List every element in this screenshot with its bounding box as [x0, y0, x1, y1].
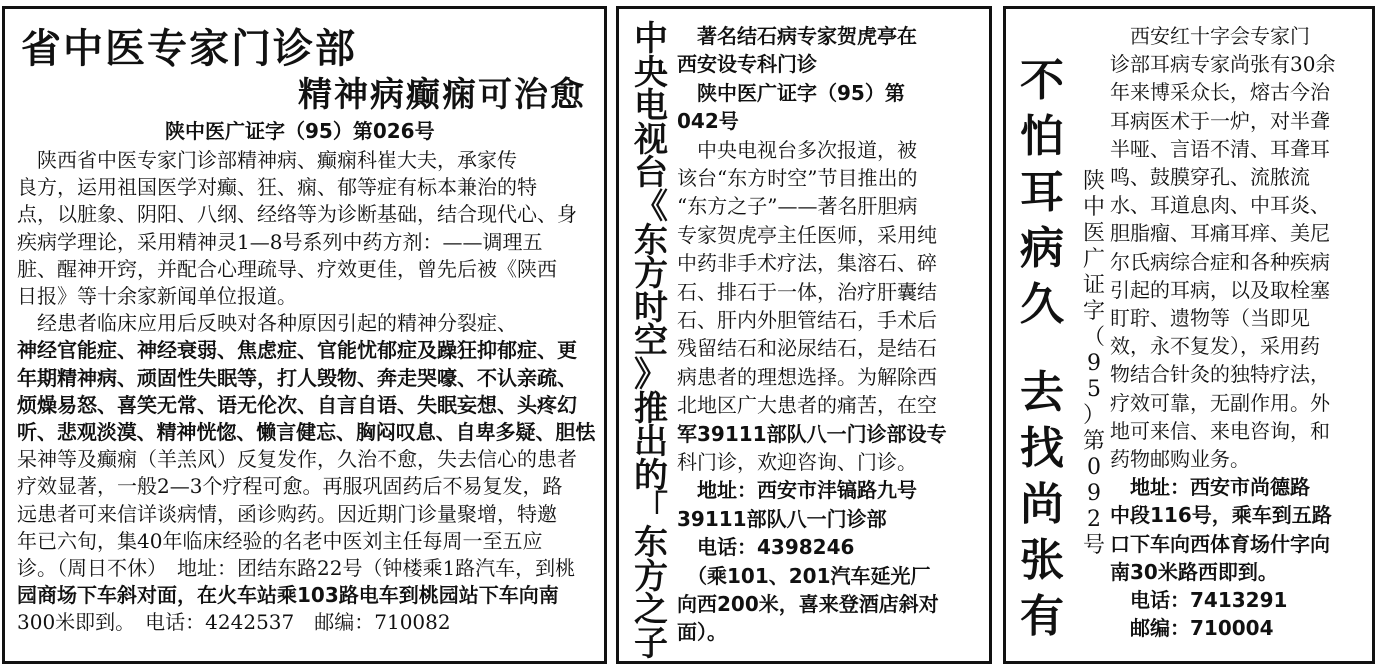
ad1-text-line: 疾病学理论，采用精神灵1—8号系列中药方剂：——调理五: [17, 229, 543, 254]
ad1-text-line: 疗效显著，一般2—3个疗程可愈。再服巩固药后不易复发，路: [17, 474, 563, 499]
ad1-text-line: 远患者可来信详谈病情，函诊购药。因近期门诊量聚增，特邀: [17, 501, 557, 526]
ad1-text-line: 呆神等及癫痫（羊羔风）反复发作，久治不愈，失去信心的患者: [17, 447, 577, 472]
ad2-text-line: 面）。: [677, 620, 727, 645]
ad-mental-illness-clinic: [2, 6, 607, 664]
vertical-char: 出: [634, 422, 668, 463]
vertical-char: 9: [1087, 351, 1101, 376]
ad1-text-line: 良方，运用祖国医学对癫、狂、痫、郁等症有标本兼治的特: [17, 175, 537, 200]
ad3-text-line: 地址：西安市尚德路: [1110, 475, 1310, 500]
ad1-text-line: 点，以脏象、阴阳、八纲、经络等为诊断基础，结合现代心、身: [17, 202, 577, 227]
ad2-text-line: 病患者的理想选择。为解除西: [677, 364, 937, 389]
vertical-char: 不: [1020, 55, 1064, 106]
vertical-char: 尚: [1020, 479, 1064, 530]
vertical-char: （: [1082, 325, 1105, 350]
ad2-text-line: 西安设专科门诊: [677, 52, 817, 77]
ad3-text-line: 年来博采众长，熔古今治: [1110, 80, 1330, 105]
ad2-vertical-headline: [627, 19, 675, 664]
ad3-text-line: 耳病医术于一炉，对半聋: [1110, 108, 1330, 133]
vertical-char: 之: [634, 590, 668, 631]
vertical-char: 电: [634, 86, 668, 127]
ad3-text-line: 西安红十字会专家门: [1110, 24, 1310, 48]
ad1-text-line: 脏、醒神开窍，并配合心理疏导、疗效更佳，曾先后被《陕西: [17, 256, 557, 281]
vertical-char: 视: [634, 119, 668, 160]
vertical-char: 5: [1087, 377, 1101, 402]
ad3-text-line: 鸣、鼓膜穿孔、流脓流: [1110, 165, 1310, 189]
ad1-text-line: 诊。（周日不休） 地址：团结东路22号（钟楼乘1路汽车，到桃: [17, 556, 576, 580]
ad2-text-line: 科门诊，欢迎咨询、门诊。: [677, 450, 917, 474]
ad1-text-line: 陕西省中医专家门诊部精神病、癫痫科崔大夫，承家传: [17, 148, 517, 172]
ad2-text-line: 陕中医广证字（95）第: [677, 80, 905, 105]
ad2-text-line: 中央电视台多次报道，被: [677, 137, 917, 162]
ad1-text-line: 年期精神病、顽固性失眠等，打人毁物、奔走哭嚎、不认亲疏、: [17, 365, 577, 390]
vertical-char: 》: [634, 354, 668, 395]
ad3-text-line: 效，永不复发），采用药: [1110, 334, 1320, 359]
ad2-text-line: 地址：西安市沣镐路九号: [677, 478, 917, 503]
vertical-char: 中: [1082, 195, 1105, 220]
ad3-vertical-headline-2: [1016, 365, 1068, 645]
vertical-char: 台: [634, 153, 668, 194]
ad2-text-line: （乘101、201汽车延光厂: [677, 563, 931, 588]
vertical-char: 号: [1082, 533, 1105, 558]
ad2-text-line: 石、肝内外胆管结石，手术后: [677, 308, 937, 332]
vertical-char: 2: [1087, 507, 1101, 532]
vertical-char: 东: [634, 220, 668, 261]
ad3-text-line: 尔氏病综合症和各种疾病: [1110, 249, 1330, 274]
vertical-char: 找: [1020, 423, 1064, 474]
vertical-char: 空: [634, 321, 668, 362]
vertical-char: 的: [634, 455, 668, 496]
ad3-text-line: 胆脂瘤、耳痛耳痒、美尼: [1110, 221, 1330, 246]
vertical-char: 0: [1087, 455, 1101, 480]
ad3-text-line: 半哑、言语不清、耳聋耳: [1110, 136, 1330, 161]
ad3-text-line: 口下车向西体育场什字向: [1110, 531, 1330, 556]
vertical-char: 有: [1020, 591, 1064, 642]
ad1-text-line: 经患者临床应用后反映对各种原因引起的精神分裂症、: [17, 311, 517, 336]
ad1-text-line: 年已六旬，集40年临床经验的名老中医刘主任每周一至五应: [17, 528, 543, 553]
vertical-char: 怕: [1020, 111, 1064, 162]
vertical-char: 9: [1087, 481, 1101, 506]
ad2-text-line: 39111部队八一门诊部: [677, 506, 887, 531]
ad3-text-line: 盯聍、遗物等（当即见: [1110, 306, 1310, 330]
ad2-text-line: 军39111部队八一门诊部设专: [677, 421, 947, 446]
ad-gallstone-clinic: [616, 6, 992, 664]
ad1-subtitle: 精神病癫痫可治愈: [298, 75, 586, 115]
vertical-char: 《: [634, 186, 668, 227]
ad1-text-line: 神经官能症、神经衰弱、焦虑症、官能忧郁症及躁狂抑郁症、更: [17, 338, 577, 363]
ad2-text-line: 电话：4398246: [677, 535, 855, 560]
vertical-char: 时: [634, 287, 668, 328]
ad1-text-line: 日报》等十余家新闻单位报道。: [17, 284, 297, 308]
vertical-char: 「: [634, 489, 668, 530]
vertical-char: 中: [634, 19, 668, 59]
ad2-text-line: 向西200米，喜来登酒店斜对: [677, 592, 939, 616]
ad3-text-line: 地可来信、来电咨询，和: [1110, 418, 1330, 443]
ad2-text-line: 042号: [677, 109, 739, 134]
ad2-text-line: 北地区广大患者的痛苦，在空: [677, 393, 937, 418]
vertical-char: 耳: [1020, 167, 1064, 218]
vertical-char: 张: [1020, 535, 1064, 586]
vertical-char: 证: [1082, 273, 1105, 298]
ad1-text-line: 园商场下车斜对面，在火车站乘103路电车到桃园站下车向南: [17, 583, 559, 608]
ad1-license: 陕中医广证字（95）第026号: [165, 119, 435, 143]
ad1-title: 省中医专家门诊部: [21, 26, 357, 72]
ad3-text-line: 疗效可靠，无副作用。外: [1110, 390, 1330, 415]
ad3-text-line: 引起的耳病，以及取栓塞: [1110, 277, 1330, 302]
ad2-text-line: 专家贺虎亭主任医师，采用纯: [677, 222, 937, 247]
ad2-text-line: 石、排石于一体，治疗肝囊结: [677, 279, 937, 304]
vertical-char: 方: [634, 556, 668, 597]
ad3-text-line: 电话：7413291: [1110, 588, 1288, 612]
vertical-char: 子: [634, 623, 668, 664]
ad3-text-line: 水、耳道息肉、中耳炎、: [1110, 193, 1330, 218]
ad3-text-line: 中段116号，乘车到五路: [1110, 503, 1332, 528]
vertical-char: 广: [1082, 247, 1105, 272]
vertical-char: 久: [1020, 279, 1064, 330]
ad3-text-line: 物结合针灸的独特疗法，: [1110, 362, 1330, 387]
ad-ear-disease-clinic: [1003, 6, 1375, 664]
ad3-text-line: 邮编：710004: [1110, 616, 1274, 641]
ad3-text-line: 诊部耳病专家尚张有30余: [1110, 52, 1336, 77]
ad3-text-line: 南30米路西即到。: [1110, 559, 1278, 584]
ad2-text-line: “东方之子”——著名肝胆病: [677, 194, 918, 219]
ad1-text-line: 烦燥易怒、喜笑无常、语无伦次、自言自语、失眠妄想、头疼幻: [17, 392, 577, 417]
vertical-char: 陕: [1082, 169, 1105, 194]
ad2-text-line: 中药非手术疗法，集溶石、碎: [677, 251, 937, 276]
vertical-char: ）: [1082, 403, 1105, 428]
vertical-char: 方: [634, 254, 668, 295]
vertical-char: 央: [634, 52, 668, 93]
vertical-char: 东: [634, 522, 668, 563]
ad2-text-line: 残留结石和泌尿结石，是结石: [677, 336, 937, 361]
ad2-text-line: 该台“东方时空”节目推出的: [677, 166, 918, 190]
ad2-text-line: 著名结石病专家贺虎亭在: [677, 24, 917, 48]
ad3-vertical-headline-1: [1016, 53, 1068, 333]
ad3-text-line: 药物邮购业务。: [1110, 447, 1250, 471]
vertical-char: 字: [1082, 299, 1105, 324]
vertical-char: 医: [1082, 221, 1105, 246]
vertical-char: 推: [634, 388, 668, 429]
ad1-text-line: 听、悲观淡漠、精神恍惚、懒言健忘、胸闷叹息、自卑多疑、胆怯: [17, 420, 596, 444]
ad3-license-vertical: [1078, 169, 1110, 559]
ad1-text-line: 300米即到。 电话：4242537 邮编：710082: [17, 610, 451, 635]
vertical-char: 病: [1020, 223, 1064, 274]
vertical-char: 第: [1082, 429, 1105, 454]
vertical-char: 去: [1020, 367, 1064, 418]
